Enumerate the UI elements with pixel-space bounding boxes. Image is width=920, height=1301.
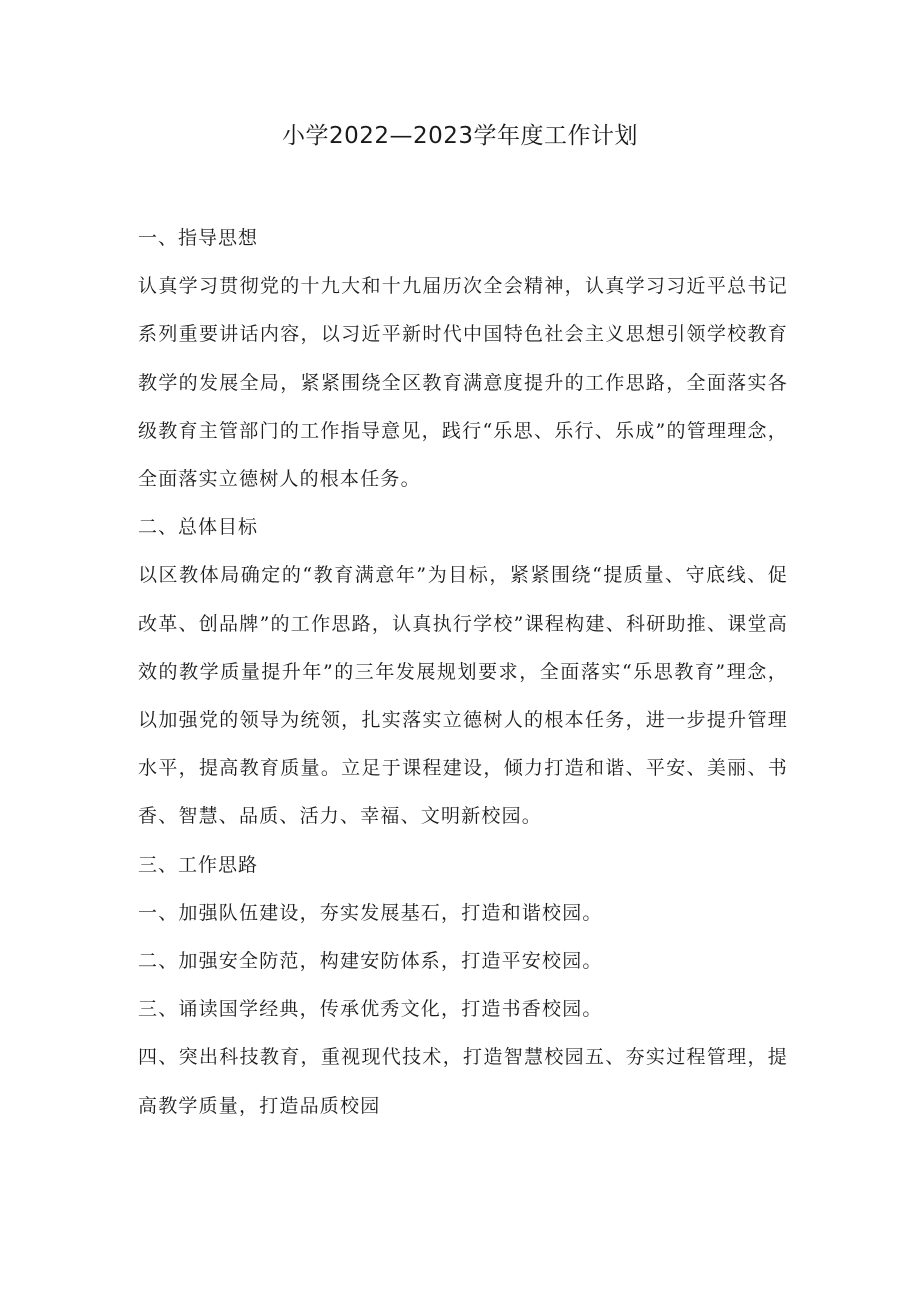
section-heading-overall-goals: 二、总体目标 — [138, 516, 259, 539]
document-body — [138, 214, 788, 1130]
list-item-work-approach-4: 四、突出科技教育，重视现代技术，打造智慧校园五、夯实过程管理，提高教学质量，打造品质校园 — [138, 1046, 788, 1117]
section-heading-guiding-ideology: 一、指导思想 — [138, 227, 259, 249]
list-item-work-approach-1: 一、加强队伍建设，夯实发展基石，打造和谐校园。 — [138, 901, 603, 924]
list-item-work-approach-2: 二、加强安全防范，构建安防体系，打造平安校园。 — [138, 950, 603, 973]
paragraph-overall-goals: 以区教体局确定的“教育满意年”为目标，紧紧围绕“提质量、守底线、促改革、创品牌”的工作思路，认真执行学校”课程构建、科研助推、课堂高效的教学质量提升年”的三年发展规划要求，全面落实“乐思教育”理念，以加强党的领导为统领，扎实落实立德树人的根本任务，进一步提升管理水平，提高教育质量。立足于课程建设，倾力打造和谐、平安、美丽、书香、智慧、品质、活力、幸福、文明新校园。 — [138, 564, 788, 828]
list-item-work-approach-3: 三、诵读国学经典，传承优秀文化，打造书香校园。 — [138, 998, 603, 1021]
document-title: 小学2022—2023学年度工作计划 — [281, 123, 639, 149]
paragraph-guiding-ideology: 认真学习贯彻党的十九大和十九届历次全会精神，认真学习习近平总书记系列重要讲话内容，以习近平新时代中国特色社会主义思想引领学校教育教学的发展全局，紧紧围绕全区教育满意度提升的工作思路，全面落实各级教育主管部门的工作指导意见，践行“乐思、乐行、乐成”的管理理念，全面落实立德树人的根本任务。 — [138, 275, 788, 491]
section-heading-work-approach: 三、工作思路 — [138, 853, 259, 876]
